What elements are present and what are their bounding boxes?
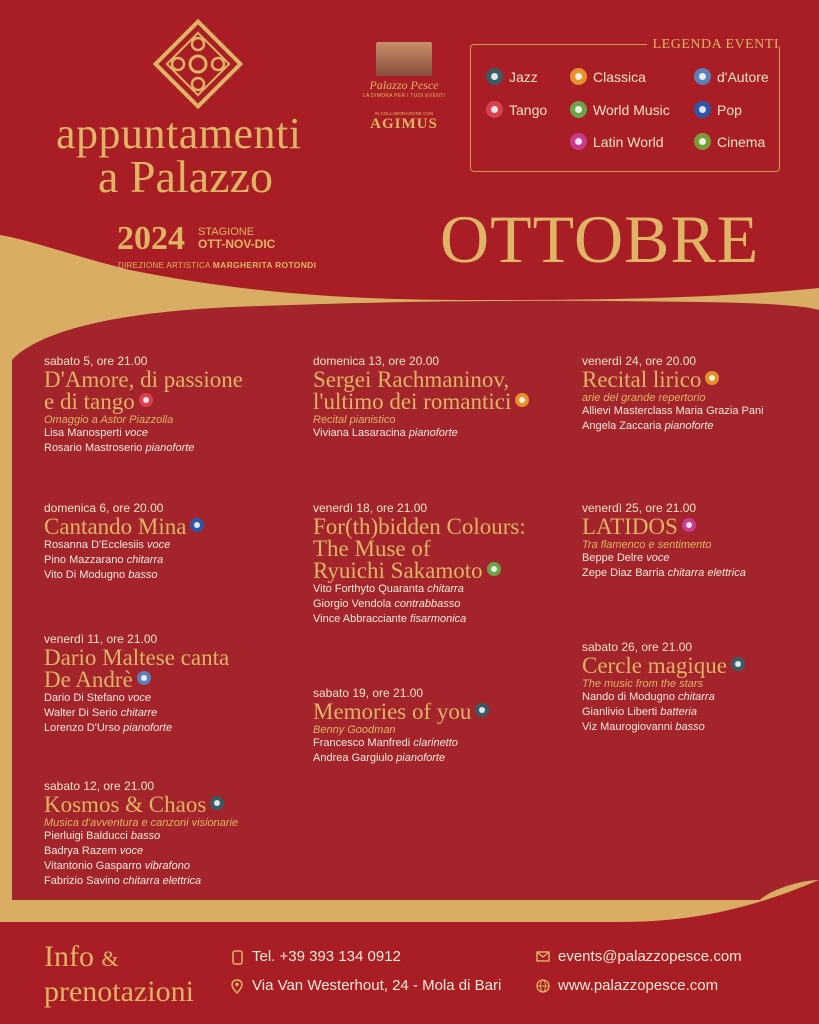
performer (44, 538, 294, 553)
event-title-text: Kosmos & Chaos (44, 792, 207, 817)
performer (44, 568, 294, 583)
performer-name: Vince Abbracciante (313, 613, 407, 625)
performer (44, 829, 294, 844)
performer (313, 736, 563, 751)
event-subtitle: Recital pianistico (313, 414, 396, 426)
performer (582, 566, 819, 581)
performer-name: Beppe Delre (582, 552, 644, 564)
performer-role: pianoforte (123, 722, 173, 734)
prenotazioni-word: prenotazioni (44, 975, 194, 1008)
performer-role: chitarra (427, 583, 464, 595)
genre-icon (682, 518, 696, 532)
classica-icon (570, 68, 587, 85)
event-title-text: For(th)bidden Colours: The Muse of Ryuichi Sakamoto (313, 514, 526, 583)
legend-item-world-music (570, 101, 670, 118)
partner-logo: AGIMUS (370, 116, 438, 132)
season-year: 2024 (117, 220, 185, 257)
event-title (313, 701, 563, 723)
performer-name: Francesco Manfredi (313, 737, 411, 749)
legend-title: LEGENDA EVENTI (647, 37, 779, 53)
genre-icon (190, 518, 204, 532)
performer (313, 426, 563, 441)
email-icon (536, 950, 550, 964)
phone-number[interactable]: Tel. +39 393 134 0912 (252, 948, 401, 965)
performer-name: Vito Forthyto Quaranta (313, 583, 425, 595)
performer-role: chitarre (120, 707, 158, 719)
performer-role: vibrafono (144, 860, 190, 872)
event-title-text: D'Amore, di passione e di tango (44, 367, 243, 414)
performer-role: fisarmonica (410, 613, 467, 625)
performer-name: Walter Di Serio (44, 707, 118, 719)
performer-role: voce (124, 427, 148, 439)
performer (44, 706, 294, 721)
event-title (313, 516, 563, 582)
genre-icon (487, 562, 501, 576)
performer-name: Giorgio Vendola (313, 598, 392, 610)
performer-name: Vitantonio Gasparro (44, 860, 142, 872)
performer-role: basso (675, 721, 705, 733)
event-date: domenica 13, ore 20.00 (313, 354, 440, 368)
title-a-palazzo: a Palazzo (98, 151, 273, 202)
event-title-text: Cantando Mina (44, 514, 187, 539)
performer (313, 612, 563, 627)
event-title-text: Sergei Rachmaninov, l'ultimo dei romantici (313, 367, 512, 414)
event-title-text: Dario Maltese canta De Andrè (44, 645, 230, 692)
direction-label: DIREZIONE ARTISTICA (118, 261, 211, 270)
performer (313, 597, 563, 612)
artistic-direction (118, 260, 316, 270)
performer-role: voce (119, 845, 144, 857)
legend-label: Jazz (509, 68, 538, 85)
genre-icon (705, 371, 719, 385)
legend-label: Latin World (593, 133, 664, 150)
performer (582, 404, 819, 419)
season-info (198, 226, 275, 250)
event-title (582, 655, 819, 677)
performer (582, 705, 819, 720)
performer (582, 720, 819, 735)
performer-name: Viviana Lasaracina (313, 427, 406, 439)
performer (44, 721, 294, 736)
event-title (313, 369, 563, 413)
legend-item-jazz (486, 68, 538, 85)
info-heading (44, 940, 194, 1008)
world-globe-icon (570, 101, 587, 118)
event-block (313, 354, 563, 441)
genre-icon (515, 393, 529, 407)
info-ampersand: & (101, 946, 119, 971)
autore-icon (694, 68, 711, 85)
director-name: MARGHERITA ROTONDI (212, 260, 317, 270)
performer (313, 582, 563, 597)
season-label: STAGIONE (198, 226, 255, 238)
performer-name: Lisa Manosperti (44, 427, 122, 439)
legend-item-d-autore (694, 68, 769, 85)
event-date: venerdì 25, ore 21.00 (582, 501, 697, 515)
event-block (44, 779, 294, 889)
event-block (582, 501, 819, 581)
event-date: sabato 12, ore 21.00 (44, 779, 155, 793)
event-date: sabato 26, ore 21.00 (582, 640, 693, 654)
performer (313, 751, 563, 766)
event-title (582, 516, 819, 538)
legend-item-pop (694, 101, 742, 118)
event-date: venerdì 18, ore 21.00 (313, 501, 428, 515)
event-date: domenica 6, ore 20.00 (44, 501, 164, 515)
legend-item-tango (486, 101, 547, 118)
event-block (582, 354, 819, 434)
event-block (313, 686, 563, 766)
performer-role: clarinetto (413, 737, 458, 749)
event-title-text: LATIDOS (582, 514, 678, 539)
event-title-text: Cercle magique (582, 653, 727, 678)
email-line (536, 948, 742, 965)
appuntamenti-emblem-logo (150, 16, 246, 112)
legend-label: World Music (593, 101, 670, 118)
performer-name: Vito Di Modugno (44, 569, 126, 581)
performer-role: basso (130, 830, 161, 842)
info-word: Info (44, 940, 94, 973)
performer (44, 426, 294, 441)
performer-role: chitarra (678, 691, 715, 703)
performer (582, 419, 819, 434)
performer-role: voce (127, 692, 152, 704)
phone-icon (230, 950, 244, 964)
performer-role: chitarra (126, 554, 164, 566)
globe-icon (536, 979, 550, 993)
event-title (44, 794, 294, 816)
tango-accordion-icon (486, 101, 503, 118)
legend-label: Pop (717, 101, 742, 118)
performer-role: voce (146, 539, 171, 551)
legend-label: Cinema (717, 133, 766, 150)
performer-role: voce (646, 552, 670, 564)
performer-role: batteria (660, 706, 697, 718)
genre-icon (210, 796, 224, 810)
event-block (44, 501, 294, 583)
event-subtitle: Tra flamenco e sentimento (582, 539, 712, 551)
performer (44, 441, 294, 456)
venue-name: Palazzo Pesce (369, 78, 439, 92)
website-url[interactable]: www.palazzopesce.com (558, 977, 719, 994)
performer-role: pianoforte (408, 427, 458, 439)
performer (44, 844, 294, 859)
performer (44, 874, 294, 889)
performer-name: Angela Zaccaria (582, 420, 662, 432)
performer-name: Zepe Diaz Barria (582, 567, 665, 579)
performer (44, 859, 294, 874)
performer (582, 551, 819, 566)
event-block (313, 501, 563, 627)
pop-icon (694, 101, 711, 118)
event-subtitle: The music from the stars (582, 678, 704, 690)
email-address[interactable]: events@palazzopesce.com (558, 948, 742, 965)
season-months: OTT-NOV-DIC (198, 237, 276, 251)
performer-role: contrabbasso (394, 598, 461, 610)
performer (44, 691, 294, 706)
palazzo-building-image (376, 42, 432, 76)
website-line (536, 977, 718, 994)
event-title (582, 369, 819, 391)
address-line (230, 977, 501, 994)
genre-icon (139, 393, 153, 407)
event-block (44, 354, 294, 456)
cinema-reel-icon (694, 133, 711, 150)
event-block (582, 640, 819, 735)
event-subtitle: Omaggio a Astor Piazzolla (44, 414, 174, 426)
legend-label: d'Autore (717, 68, 769, 85)
month-title: OTTOBRE (440, 201, 760, 277)
performer-name: Rosanna D'Ecclesiis (44, 539, 144, 551)
performer-name: Pino Mazzarano (44, 554, 124, 566)
event-title (44, 647, 294, 691)
performer-role: pianoforte (664, 420, 714, 432)
event-subtitle: Musica d'avventura e canzoni visionarie (44, 817, 239, 829)
genre-icon (475, 703, 489, 717)
event-title-text: Memories of you (313, 699, 472, 724)
legend-item-classica (570, 68, 646, 85)
performer-role: basso (128, 569, 158, 581)
address-text: Via Van Westerhout, 24 - Mola di Bari (252, 977, 502, 994)
event-title (44, 369, 294, 413)
legend-label: Tango (509, 101, 548, 118)
event-date: sabato 5, ore 21.00 (44, 354, 148, 368)
performer-role: chitarra elettrica (667, 567, 746, 579)
performer-name: Nando di Modugno (582, 691, 675, 703)
performer-role: pianoforte (145, 442, 195, 454)
performer-role: pianoforte (396, 752, 446, 764)
event-block (44, 632, 294, 736)
legend-item-latin-world (570, 133, 664, 150)
event-date: venerdì 24, ore 20.00 (582, 354, 697, 368)
jazz-note-icon (486, 68, 503, 85)
title-appuntamenti: appuntamenti (56, 109, 302, 158)
performer-name: Badrya Razem (44, 845, 117, 857)
performer-name: Allievi Masterclass Maria Grazia Pani (582, 405, 764, 417)
performer-name: Rosario Mastroserio (44, 442, 143, 454)
palazzo-pesce-logo (354, 42, 454, 133)
event-subtitle: Benny Goodman (313, 724, 396, 736)
performer-name: Andrea Gargiulo (313, 752, 394, 764)
event-title-text: Recital lirico (582, 367, 702, 392)
genre-icon (731, 657, 745, 671)
performer-name: Gianlivio Liberti (582, 706, 658, 718)
partner-label: IN COLLABORAZIONE CON (374, 111, 434, 116)
event-date: sabato 19, ore 21.00 (313, 686, 424, 700)
performer-role: chitarra elettrica (122, 875, 202, 887)
location-pin-icon (230, 979, 244, 993)
legend-label: Classica (593, 68, 646, 85)
event-subtitle: arie del grande repertorio (582, 392, 706, 404)
performer-name: Viz Maurogiovanni (582, 721, 673, 733)
latin-maracas-icon (570, 133, 587, 150)
venue-tagline: LA DIMORA PER I TUOI EVENTI (362, 93, 446, 99)
performer (44, 553, 294, 568)
performer-name: Pierluigi Balducci (44, 830, 128, 842)
genre-icon (137, 671, 151, 685)
phone-line (230, 948, 401, 965)
legend-item-cinema (694, 133, 765, 150)
performer-name: Lorenzo D'Urso (44, 722, 121, 734)
event-date: venerdì 11, ore 21.00 (44, 632, 158, 646)
event-title (44, 516, 294, 538)
performer-name: Dario Di Stefano (44, 692, 125, 704)
performer (582, 690, 819, 705)
performer-name: Fabrizio Savino (44, 875, 120, 887)
